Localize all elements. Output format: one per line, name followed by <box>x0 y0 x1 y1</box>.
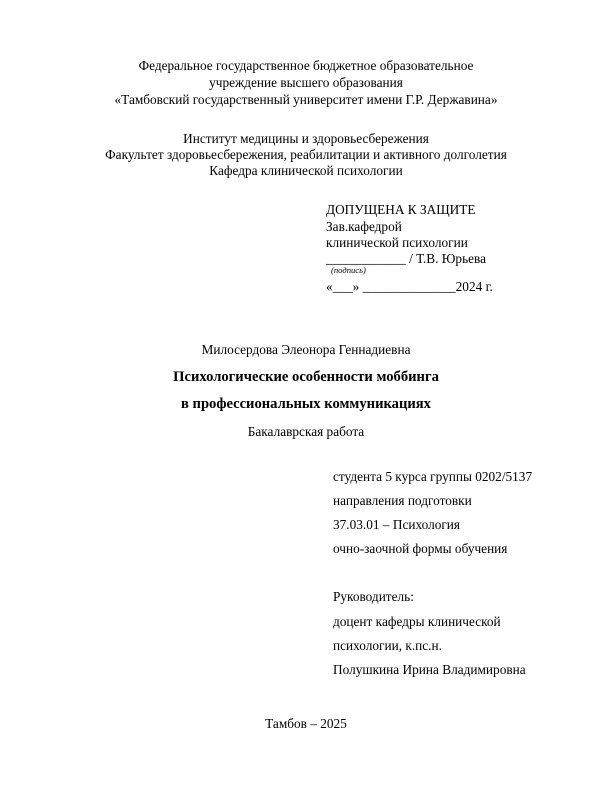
head-title-line-2: клинической психологии <box>326 235 468 250</box>
work-title-line-1: Психологические особенности моббинга <box>173 369 439 385</box>
supervisor-line-2: психологии, к.пс.н. <box>333 638 442 653</box>
approval-title: ДОПУЩЕНА К ЗАЩИТЕ <box>326 202 476 217</box>
head-title-line-1: Зав.кафедрой <box>326 219 402 234</box>
approval-date-line: «___» ______________2024 г. <box>326 279 493 294</box>
city-year: Тамбов – 2025 <box>265 716 347 731</box>
org-line-2: учреждение высшего образования <box>209 75 403 90</box>
work-type: Бакалаврская работа <box>247 424 365 439</box>
supervisor-line-1: доцент кафедры клинической <box>333 614 501 629</box>
supervisor-label: Руководитель: <box>333 589 414 604</box>
signature-line: ____________ / Т.В. Юрьева <box>326 251 487 266</box>
author-name: Милосердова Элеонора Геннадиевна <box>201 342 411 357</box>
student-line-3: 37.03.01 – Психология <box>333 517 461 532</box>
org-line-3: «Тамбовский государственный университет имени Г.Р. Державина» <box>114 92 498 107</box>
student-line-2: направления подготовки <box>333 493 472 508</box>
supervisor-name: Полушкина Ирина Владимировна <box>333 662 526 677</box>
student-line-1: студента 5 курса группы 0202/5137 <box>333 469 533 484</box>
work-title-line-2: в профессиональных коммуникациях <box>181 396 431 412</box>
student-line-4: очно-заочной формы обучения <box>333 541 508 556</box>
department-line: Кафедра клинической психологии <box>209 163 403 178</box>
institute-line: Институт медицины и здоровьесбережения <box>183 131 429 146</box>
org-line-1: Федеральное государственное бюджетное образовательное <box>138 58 474 73</box>
signature-caption: (подпись) <box>331 265 366 275</box>
faculty-line: Факультет здоровьесбережения, реабилитации и активного долголетия <box>105 147 507 162</box>
